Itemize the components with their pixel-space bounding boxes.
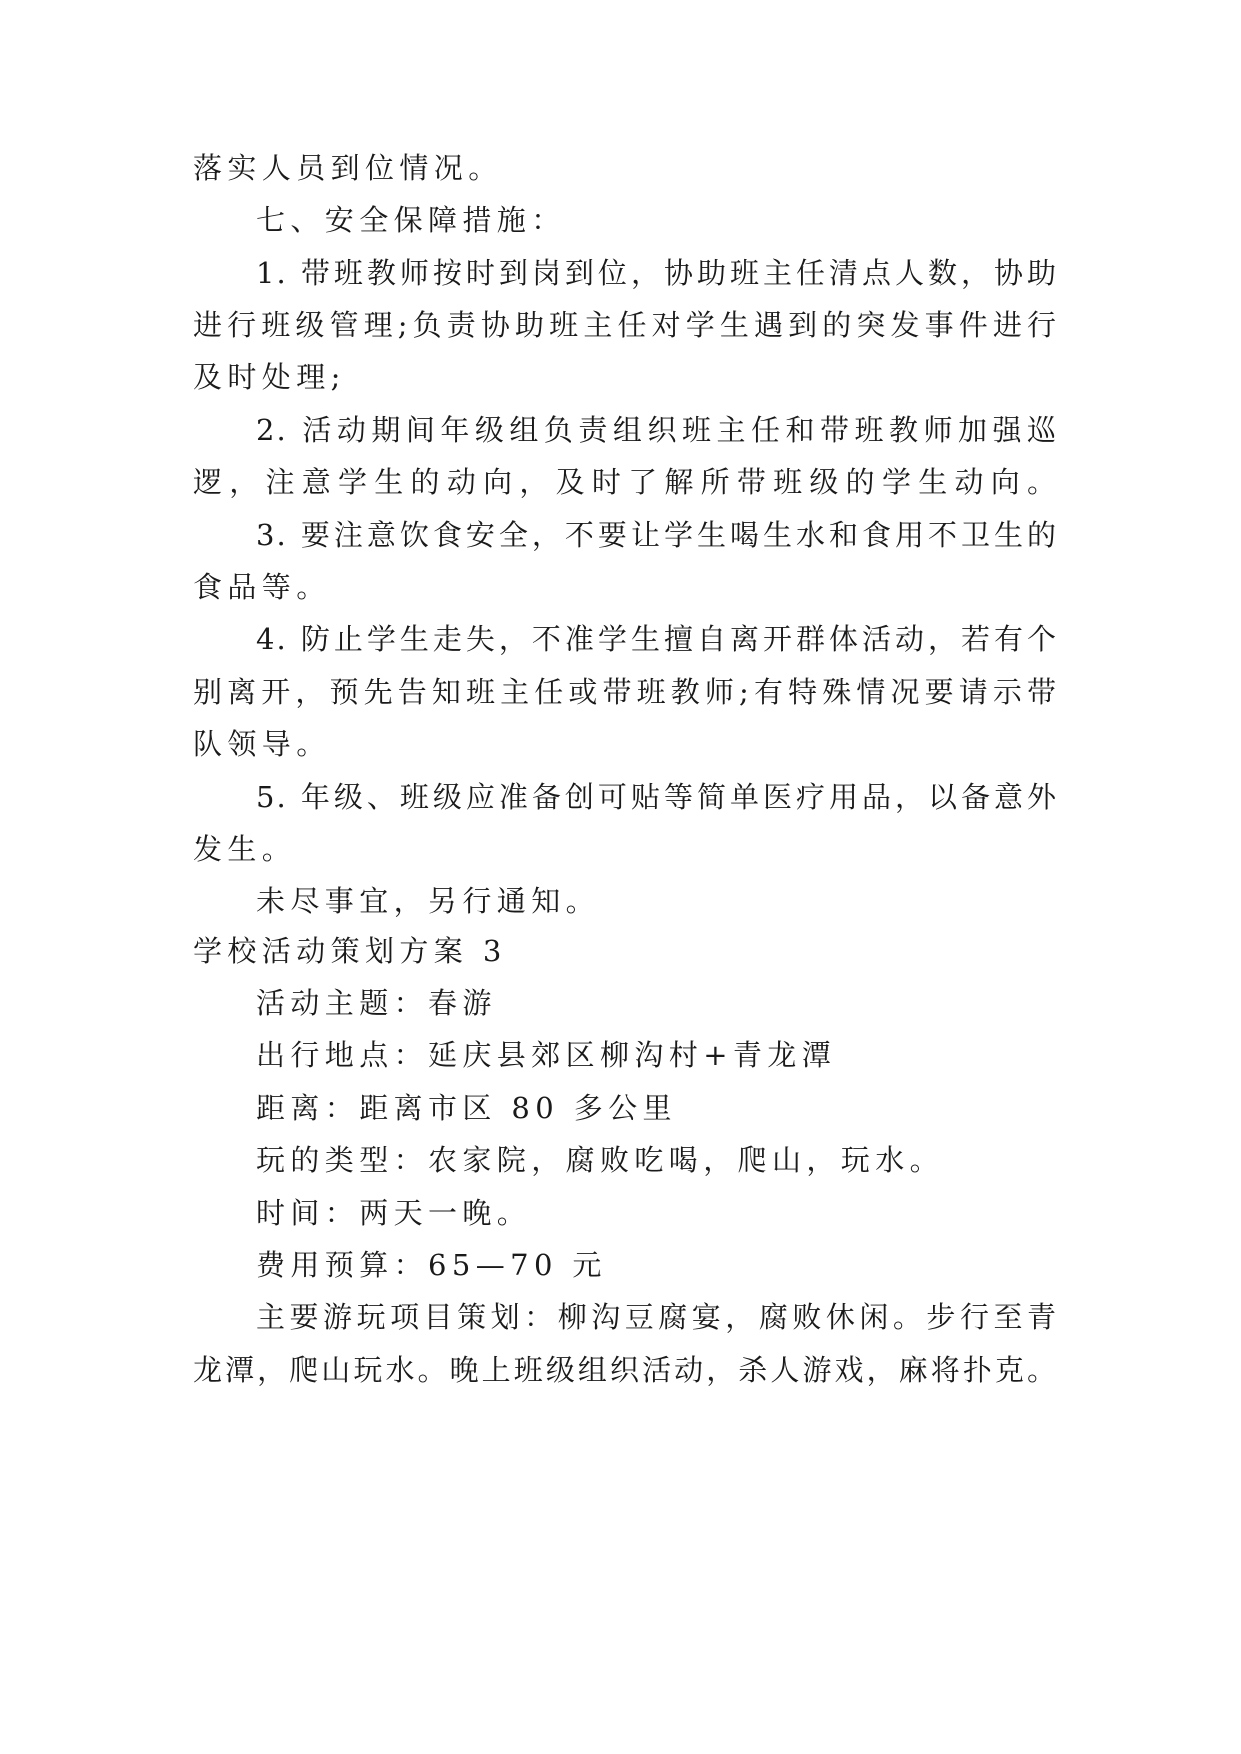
text-line: 进行班级管理;负责协助班主任对学生遇到的突发事件进行 xyxy=(193,308,1058,342)
text-line: 出行地点：延庆县郊区柳沟村+青龙潭 xyxy=(256,1038,837,1072)
text-line: 龙潭，爬山玩水。晚上班级组织活动，杀人游戏，麻将扑克。 xyxy=(193,1353,1058,1387)
section-heading-safety: 七、安全保障措施： xyxy=(256,203,566,237)
text-line: 主要游玩项目策划：柳沟豆腐宴，腐败休闲。步行至青 xyxy=(256,1300,1058,1334)
text-line: 4. 防止学生走失，不准学生擅自离开群体活动，若有个 xyxy=(256,622,1058,656)
text-line: 食品等。 xyxy=(193,570,331,604)
text-line: 5. 年级、班级应准备创可贴等简单医疗用品，以备意外 xyxy=(256,780,1058,814)
text-line: 距离：距离市区 80 多公里 xyxy=(256,1091,677,1125)
text-line: 未尽事宜，另行通知。 xyxy=(256,884,601,918)
text-line: 3. 要注意饮食安全，不要让学生喝生水和食用不卫生的 xyxy=(256,518,1058,552)
text-line: 玩的类型：农家院，腐败吃喝，爬山，玩水。 xyxy=(256,1143,945,1177)
section-title-plan-3: 学校活动策划方案 3 xyxy=(193,934,507,968)
text-line: 1. 带班教师按时到岗到位，协助班主任清点人数，协助 xyxy=(256,256,1058,290)
text-line: 落实人员到位情况。 xyxy=(193,151,503,185)
text-line: 发生。 xyxy=(193,832,297,866)
text-line: 时间：两天一晚。 xyxy=(256,1196,532,1230)
text-line: 逻，注意学生的动向，及时了解所带班级的学生动向。 xyxy=(193,465,1058,499)
text-line: 2. 活动期间年级组负责组织班主任和带班教师加强巡 xyxy=(256,413,1058,447)
text-line: 费用预算：65—70 元 xyxy=(256,1248,607,1282)
text-line: 活动主题：春游 xyxy=(256,986,497,1020)
text-line: 及时处理; xyxy=(193,360,346,394)
text-line: 队领导。 xyxy=(193,727,331,761)
text-line: 别离开，预先告知班主任或带班教师;有特殊情况要请示带 xyxy=(193,675,1058,709)
